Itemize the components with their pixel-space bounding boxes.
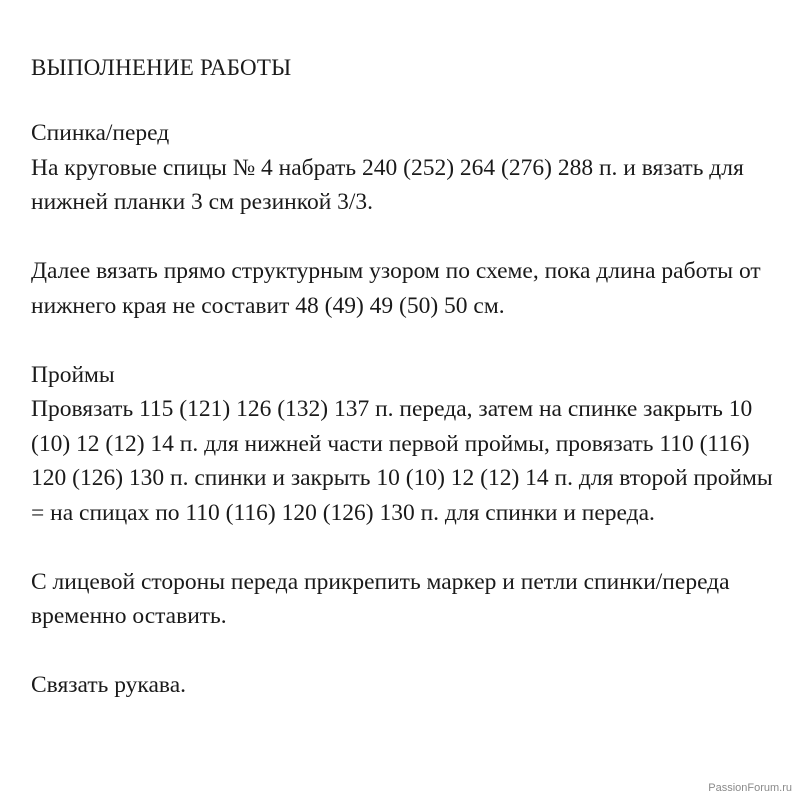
section-continue-pattern <box>31 254 781 323</box>
section-back-front <box>31 116 781 220</box>
section-text: Связать рукава. <box>31 672 187 698</box>
section-text: На круговые спицы № 4 набрать 240 (252) 264 (276) 288 п. и вязать для нижней планки 3 см резинкой 3/3. <box>31 154 744 215</box>
section-subheading: Спинка/перед <box>31 120 170 146</box>
section-text: Далее вязать прямо структурным узором по схеме, пока длина работы от нижнего края не составит 48 (49) 49 (50) 50 см. <box>31 258 761 319</box>
watermark-text: PassionForum.ru <box>708 782 792 794</box>
section-armholes <box>31 358 781 531</box>
section-text: Провязать 115 (121) 126 (132) 137 п. переда, затем на спинке закрыть 10 (10) 12 (12) 14 п. для нижней части первой проймы, провязать 110 (116) 120 (126) 130 п. спинки и закрыть 10 (10) 12 (12) 14 п. для второй проймы = на спицах по 110 (116) 120 (126) 130 п. для спинки и переда. <box>31 396 773 526</box>
section-marker <box>31 565 781 634</box>
document-body <box>31 52 781 737</box>
page-title: ВЫПОЛНЕНИЕ РАБОТЫ <box>31 55 292 80</box>
section-subheading: Проймы <box>31 361 115 388</box>
section-text: С лицевой стороны переда прикрепить маркер и петли спинки/переда временно оставить. <box>31 568 730 629</box>
section-sleeves <box>31 668 781 703</box>
